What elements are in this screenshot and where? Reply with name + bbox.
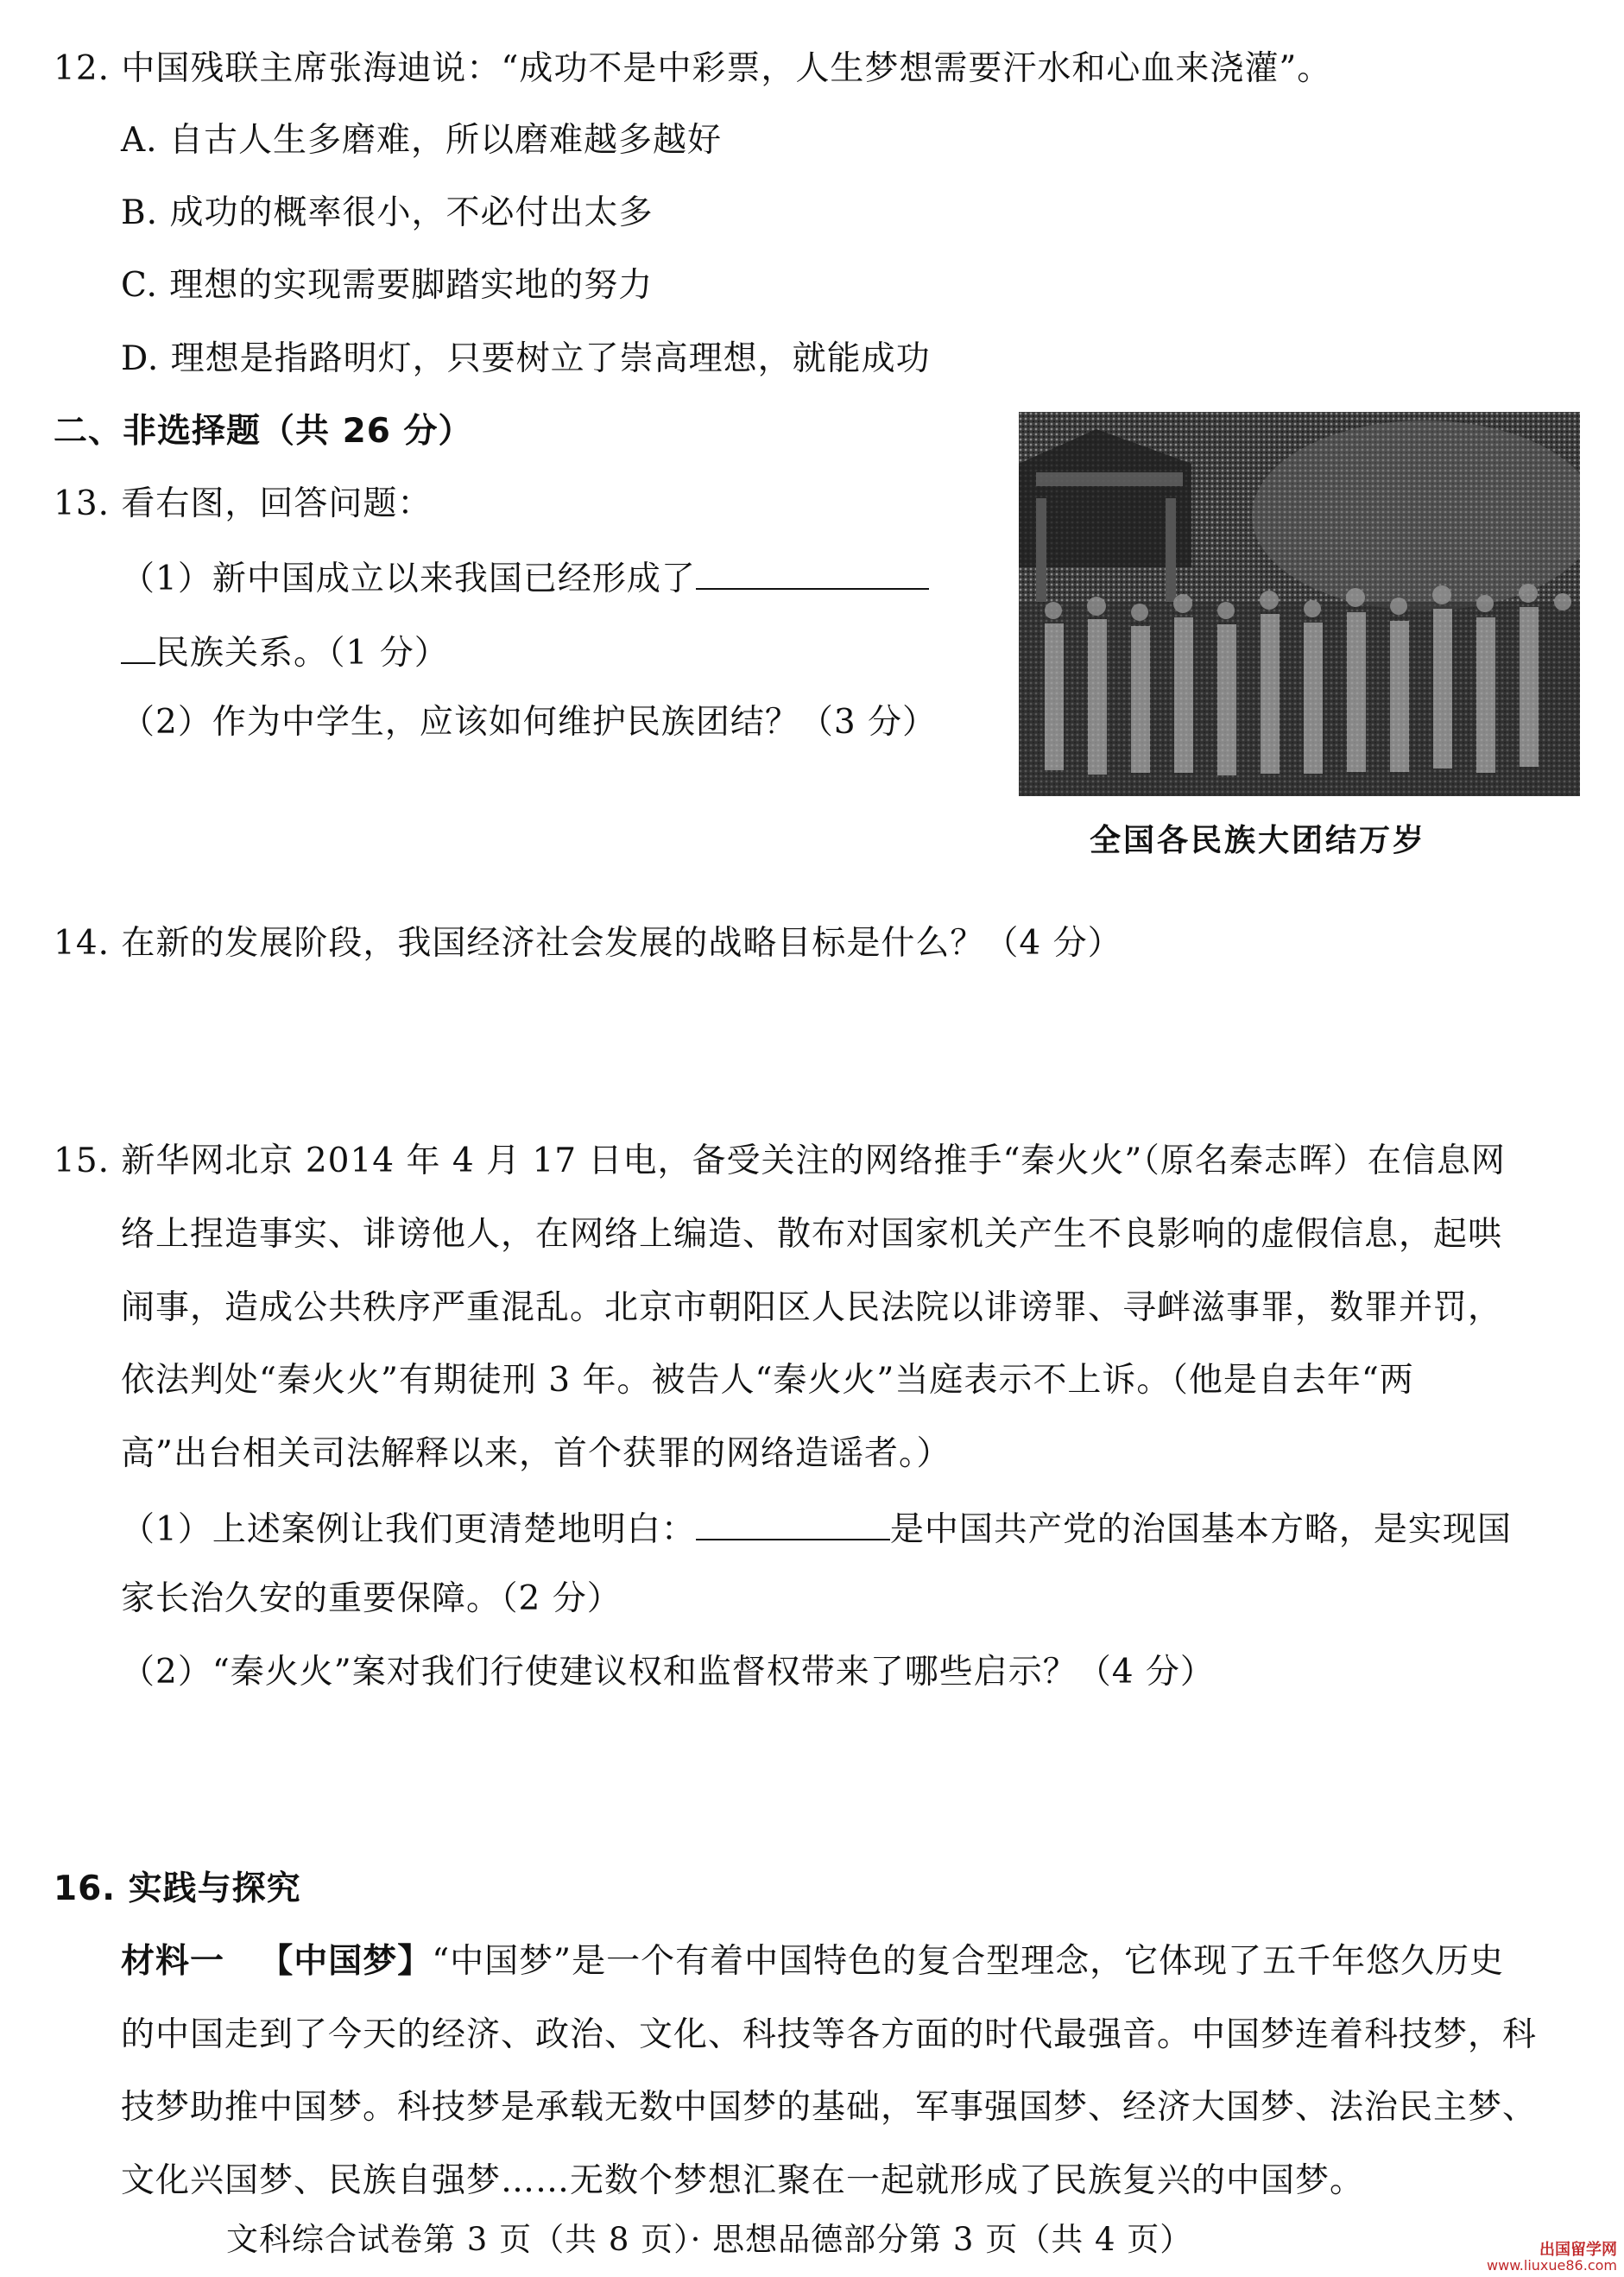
answer-blank[interactable] — [121, 633, 155, 664]
q12-stem: 12. 中国残联主席张海迪说：“成功不是中彩票，人生梦想需要汗水和心血来浇灌”。 — [54, 49, 1332, 88]
q12-option-a: A. 自古人生多磨难，所以磨难越多越好 — [121, 121, 722, 160]
q15-part2: （2）“秦火火”案对我们行使建议权和监督权带来了哪些启示？（4 分） — [121, 1653, 1215, 1692]
section-title: 二、非选择题（共 26 分） — [54, 412, 473, 451]
q16-material-line: 技梦助推中国梦。科技梦是承载无数中国梦的基础，军事强国梦、经济大国梦、法治民主梦、 — [121, 2088, 1538, 2127]
figure-caption: 全国各民族大团结万岁 — [1090, 823, 1427, 858]
ethnic-unity-photo — [1019, 412, 1580, 796]
q14-stem: 14. 在新的发展阶段，我国经济社会发展的战略目标是什么？（4 分） — [54, 924, 1122, 963]
answer-blank[interactable] — [696, 559, 929, 590]
q15-line: 15. 新华网北京 2014 年 4 月 17 日电，备受关注的网络推手“秦火火”（原名秦志晖）在信息网 — [54, 1142, 1506, 1180]
q16-material-line: 文化兴国梦、民族自强梦……无数个梦想汇聚在一起就形成了民族复兴的中国梦。 — [121, 2161, 1365, 2200]
q15-part1: （1）上述案例让我们更清楚地明白： 是中国共产党的治国基本方略，是实现国 — [121, 1510, 1512, 1549]
q15-line: 闹事，造成公共秩序严重混乱。北京市朝阳区人民法院以诽谤罪、寻衅滋事罪，数罪并罚， — [121, 1288, 1503, 1327]
q12-option-c: C. 理想的实现需要脚踏实地的努力 — [121, 266, 654, 305]
q13-part2: （2）作为中学生，应该如何维护民族团结？（3 分） — [121, 703, 938, 742]
q12-option-d: D. 理想是指路明灯，只要树立了崇高理想，就能成功 — [121, 339, 931, 378]
answer-blank[interactable] — [696, 1509, 890, 1540]
q15-part1-line2: 家长治久安的重要保障。（2 分） — [121, 1579, 622, 1618]
material-label: 材料一 — [121, 1942, 225, 1981]
q13-part1-line1: （1）新中国成立以来我国已经形成了 — [121, 559, 929, 596]
q15-line: 高”出台相关司法解释以来，首个获罪的网络造谣者。） — [121, 1434, 951, 1473]
q13-stem: 13. 看右图，回答问题： — [54, 484, 433, 523]
site-watermark: 出国留学网 www.liuxue86.com — [1487, 2241, 1617, 2274]
q16-material-line: 的中国走到了今天的经济、政治、文化、科技等各方面的时代最强音。中国梦连着科技梦，科 — [121, 2015, 1538, 2054]
q12-option-b: B. 成功的概率很小，不必付出太多 — [121, 193, 654, 232]
q16-material-line1: 材料一 【中国梦】“中国梦”是一个有着中国特色的复合型理念，它体现了五千年悠久历史 — [121, 1942, 1505, 1981]
q13-part1-line2: 民族关系。（1 分） — [121, 633, 449, 670]
material-tag: 【中国梦】 — [259, 1942, 433, 1981]
q15-line: 依法判处“秦火火”有期徒刑 3 年。被告人“秦火火”当庭表示不上诉。（他是自去年“两 — [121, 1361, 1414, 1400]
page-footer: 文科综合试卷第 3 页（共 8 页）· 思想品德部分第 3 页（共 4 页） — [226, 2221, 1193, 2258]
q16-title: 16. 实践与探究 — [54, 1869, 301, 1908]
q15-line: 络上捏造事实、诽谤他人，在网络上编造、散布对国家机关产生不良影响的虚假信息，起哄 — [121, 1215, 1503, 1254]
